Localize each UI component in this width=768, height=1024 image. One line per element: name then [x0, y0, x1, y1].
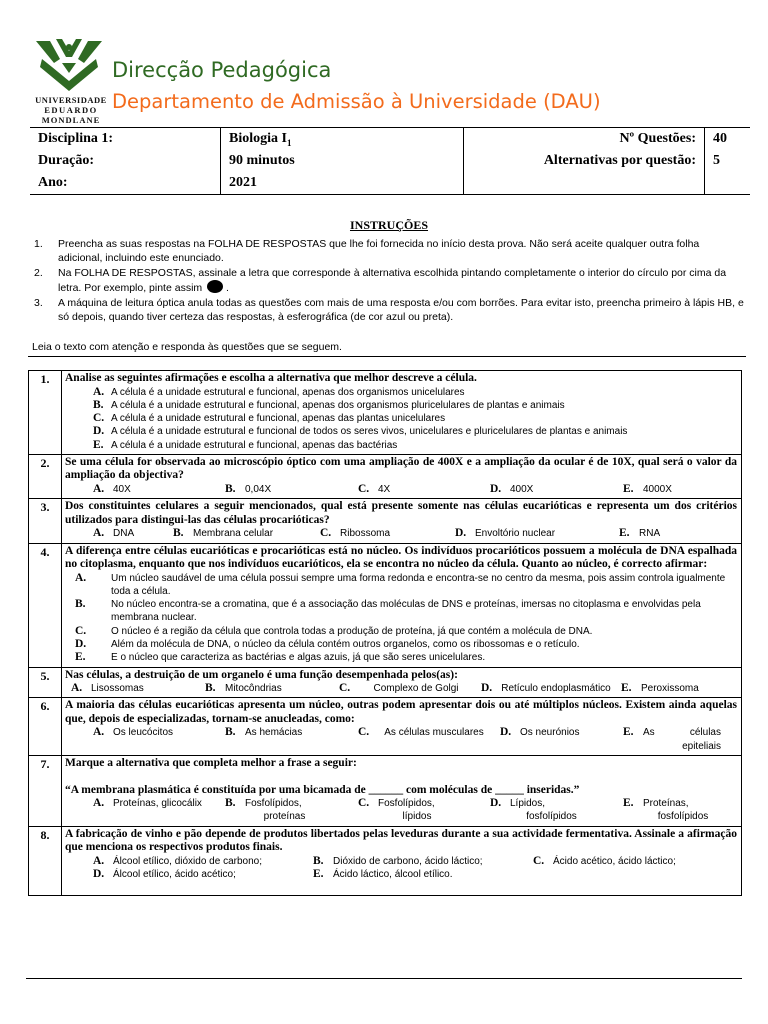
university-name-line: MONDLANE [41, 115, 101, 125]
option-text: Proteínas, glicocálix [113, 798, 202, 810]
options-row [65, 483, 737, 496]
option[interactable] [93, 527, 173, 540]
option-text: Ácido láctico, álcool etílico. [333, 868, 453, 880]
option[interactable] [339, 682, 481, 695]
option-letter: B. [93, 398, 104, 411]
option-text: As hemácias [245, 727, 303, 739]
option[interactable] [65, 412, 737, 425]
option-letter: A. [71, 682, 83, 695]
option-letter: D. [93, 867, 105, 880]
option-text: 0,04X [245, 483, 272, 495]
options-row [65, 797, 737, 824]
option[interactable] [313, 855, 533, 868]
page-subtitle: Departamento de Admissão à Universidade (DAU) [112, 90, 601, 113]
question-stem: Dos constituintes celulares a seguir mencionados, qual está presente somente nas células eucarióticas e representa um dos critérios utilizados para distingui-las das células procarióticas? [65, 500, 737, 526]
spacer [65, 771, 737, 784]
question-stem: Se uma célula for observada ao microscópio óptico com uma ampliação de 400X e a ampliação da ocular é de 10X, qual será o valor da ampliação da objectiva? [65, 455, 737, 482]
option[interactable] [65, 598, 737, 625]
option[interactable] [623, 797, 723, 824]
option-letter: B. [225, 797, 236, 810]
empty-cell [705, 172, 751, 195]
duration-label: Duração: [38, 153, 94, 168]
option[interactable] [490, 797, 623, 824]
instructions-title: INSTRUÇÕES [349, 218, 429, 232]
question-stem: A diferença entre células eucarióticas e procarióticas está no núcleo. Os indivíduos procarióticos possuem a molécula de DNA espalhada no citoplasma, enquanto que nos indivíduos eucarióticos, ela se encontra no núcleo da célula. Quanto ao núcleo, é correcto afirmar: [65, 544, 737, 571]
option-text: Mitocôndrias [225, 683, 282, 695]
option-letter: B. [173, 527, 184, 540]
instruction-text: Na FOLHA DE RESPOSTAS, assinale a letra que corresponde à alternativa escolhida pintando completamente o interior do círculo por cima da letra. Por exemplo, pinte assim [58, 267, 727, 294]
option-letter: E. [623, 726, 634, 739]
year-value: 2021 [221, 172, 464, 195]
option[interactable] [623, 483, 733, 496]
option-text: No núcleo encontra-se a cromatina, que é a associação das moléculas de DNS e proteínas, imersas no citoplasma e envolvidas pela membrana nuclear. [111, 599, 701, 624]
option-text: Os leucócitos [113, 727, 174, 739]
option[interactable] [173, 527, 320, 540]
question-body [62, 499, 742, 543]
option-text: Lisossomas [91, 683, 144, 695]
option[interactable] [71, 682, 205, 695]
question-body [62, 698, 742, 756]
question-number: 2. [29, 454, 62, 498]
option-letter: E. [619, 527, 630, 540]
option[interactable] [358, 726, 500, 753]
university-name [30, 95, 112, 125]
instruction-number: 2. [34, 267, 43, 279]
university-name-line: UNIVERSIDADE [35, 95, 107, 105]
question-row [29, 667, 742, 698]
option-letter: B. [75, 598, 86, 611]
option-letter: B. [313, 854, 324, 867]
question-number: 1. [29, 371, 62, 455]
options-row [65, 855, 737, 868]
option[interactable] [500, 726, 623, 753]
options-row [65, 527, 737, 540]
option-letter: E. [623, 482, 634, 495]
instruction-suffix: . [226, 282, 229, 294]
option-letter: B. [205, 682, 216, 695]
option[interactable] [225, 483, 358, 496]
option-letter: A. [93, 482, 105, 495]
option-text: Álcool etílico, dióxido de carbono; [113, 855, 262, 867]
option-letter: E. [313, 867, 324, 880]
university-name-line: EDUARDO [44, 105, 98, 115]
discipline-value: Biologia $I_1$ [221, 128, 464, 151]
option-letter: A. [93, 527, 105, 540]
question-stem: Marque a alternativa que completa melhor a frase a seguir: [65, 757, 357, 770]
questions-label: Nº Questões: [464, 128, 705, 151]
option-text: A célula é a unidade estrutural e funcional, apenas das bactérias [111, 439, 398, 451]
option[interactable] [481, 682, 611, 695]
university-logo [34, 37, 104, 93]
option-letter: D. [490, 482, 502, 495]
instruction-text-wrap [58, 266, 744, 295]
option[interactable] [65, 399, 737, 412]
option-text: As células musculares [384, 727, 484, 739]
instruction-item [34, 266, 744, 295]
question-number: 6. [29, 698, 62, 756]
footer-divider [26, 978, 742, 979]
questions-table [28, 370, 742, 896]
option[interactable] [533, 855, 733, 868]
option-letter: B. [225, 726, 236, 739]
option-letter: C. [75, 624, 87, 637]
option-text: RNA [639, 528, 661, 540]
option-letter: A. [93, 726, 105, 739]
year-label: Ano: [30, 172, 221, 195]
option-text: Fosfolípidos, lípidos [378, 798, 435, 823]
question-number: 5. [29, 667, 62, 698]
option[interactable] [93, 726, 225, 753]
option-letter: C. [320, 527, 332, 540]
question-stem: A fabricação de vinho e pão depende de produtos libertados pelas leveduras durante a sua actividade fermentativa. Assinale a afirmação que menciona os respectivos produtos finais. [65, 827, 737, 854]
question-stem: Nas células, a destruição de um organelo é uma função desempenhada pelos(as): [65, 668, 458, 681]
question-stem: A maioria das células eucarióticas apresenta um núcleo, outras podem apresentar dois ou até múltiplos núcleos. Existem ainda aquelas que, depois de especializadas, tornam-se anucleadas, como: [65, 699, 737, 725]
filled-bubble-icon [207, 280, 223, 293]
option[interactable] [65, 638, 737, 651]
option-letter: C. [339, 682, 351, 695]
question-body [62, 826, 742, 896]
option[interactable] [619, 527, 719, 540]
instruction-text: A máquina de leitura óptica anula todas as questões com mais de uma resposta e/ou com borrões. Para evitar isto, preencha primeiro à lápis HB, e só depois, quando tiver certeza das respostas, à esferográfica (de cor azul ou preta). [58, 297, 744, 323]
option[interactable] [225, 797, 358, 824]
option[interactable] [65, 572, 737, 599]
question-number: 4. [29, 543, 62, 667]
option[interactable] [225, 726, 358, 753]
option[interactable] [93, 868, 313, 881]
option-text: As células epiteliais [643, 727, 721, 752]
lead-text: Leia o texto com atenção e responda às questões que se seguem. [32, 341, 342, 353]
option-text: 4X [378, 483, 391, 495]
option[interactable] [93, 797, 225, 824]
option-text: E o núcleo que caracteriza as bactérias e algas azuis, já que são seres unicelulares. [111, 652, 486, 664]
instruction-item [34, 296, 744, 324]
option-text: Retículo endoplasmático [501, 683, 611, 695]
option-letter: A. [93, 797, 105, 810]
option-text: DNA [113, 528, 135, 540]
option[interactable] [455, 527, 619, 540]
option-letter: A. [93, 854, 105, 867]
option-letter: D. [93, 425, 105, 438]
alternatives-value: 5 [705, 150, 751, 172]
options-row [65, 726, 737, 753]
question-stem: Analise as seguintes afirmações e escolha a alternativa que melhor descreve a célula. [65, 372, 477, 384]
option-letter: A. [93, 385, 105, 398]
option-text: Um núcleo saudável de uma célula possui sempre uma forma redonda e encontra-se no centro da mesma, pois assim controla igualmente toda a célula. [111, 572, 726, 597]
option-letter: A. [75, 571, 87, 584]
option-text: Envoltório nuclear [475, 528, 556, 540]
option[interactable] [65, 386, 737, 399]
question-body [62, 454, 742, 498]
option-letter: D. [481, 682, 493, 695]
option-text: 40X [113, 483, 131, 495]
option-text: A célula é a unidade estrutural e funcional, apenas das plantas unicelulares [111, 413, 446, 425]
instruction-item [34, 237, 744, 265]
option-letter: E. [93, 438, 104, 451]
option[interactable] [65, 651, 737, 664]
option-text: Dióxido de carbono, ácido láctico; [333, 855, 483, 867]
question-row [29, 826, 742, 896]
option-letter: C. [358, 482, 370, 495]
question-row [29, 499, 742, 543]
option-text: Membrana celular [193, 528, 274, 540]
option-text: Os neurónios [520, 727, 580, 739]
option-text: Ribossoma [340, 528, 391, 540]
empty-cell [464, 172, 705, 195]
question-quote: “A membrana plasmática é constituída por uma bicamada de ______ com moléculas de _____ inseridas.” [65, 783, 580, 796]
option-letter: E. [621, 682, 632, 695]
option[interactable] [623, 726, 721, 753]
option-letter: E. [623, 797, 634, 810]
question-row [29, 756, 742, 827]
questions-value: 40 [705, 128, 751, 151]
option-text: A célula é a unidade estrutural e funcional, apenas dos organismos unicelulares [111, 386, 465, 398]
option-text: Complexo de Golgi [373, 683, 459, 695]
option[interactable] [611, 682, 731, 695]
option[interactable] [320, 527, 455, 540]
question-number: 3. [29, 499, 62, 543]
discipline-label: Disciplina 1: [30, 128, 221, 151]
option-letter: E. [75, 651, 86, 664]
option-text: Proteínas, fosfolípidos [643, 798, 709, 823]
options-row [65, 868, 737, 881]
option-text: 400X [510, 483, 534, 495]
option[interactable] [93, 483, 225, 496]
option[interactable] [490, 483, 623, 496]
option-letter: D. [75, 638, 87, 651]
options-row [65, 682, 737, 695]
option-letter: B. [225, 482, 236, 495]
option-text: Além da molécula de DNA, o núcleo da célula contém outros organelos, como os ribossomas e o retículo. [111, 639, 580, 651]
option[interactable] [65, 625, 737, 638]
option-text: Fosfolípidos, proteínas [245, 798, 306, 823]
question-row [29, 454, 742, 498]
option-text: Ácido acético, ácido láctico; [553, 855, 676, 867]
option[interactable] [313, 868, 533, 881]
page-title: Direcção Pedagógica [112, 58, 332, 82]
option[interactable] [65, 425, 737, 438]
option-letter: C. [358, 726, 370, 739]
option-text: Álcool etílico, ácido acético; [113, 868, 236, 880]
option-letter: C. [358, 797, 370, 810]
question-number: 8. [29, 826, 62, 896]
option[interactable] [93, 855, 313, 868]
question-row [29, 371, 742, 455]
option[interactable] [358, 797, 490, 824]
divider [28, 356, 746, 357]
instruction-text: Preencha as suas respostas na FOLHA DE RESPOSTAS que lhe foi fornecida no início desta prova. Não será aceite qualquer outra folha adicional, incluindo este enunciado. [58, 238, 700, 264]
option[interactable] [205, 682, 339, 695]
option-text: Lípidos, fosfolípidos [510, 798, 577, 823]
option-letter: D. [500, 726, 512, 739]
question-body [62, 371, 742, 455]
option-letter: D. [490, 797, 502, 810]
question-body [62, 667, 742, 698]
option-text: 4000X [643, 483, 672, 495]
instruction-number: 3. [34, 297, 43, 309]
instruction-number: 1. [34, 238, 43, 250]
option[interactable] [358, 483, 490, 496]
question-row [29, 543, 742, 667]
question-row [29, 698, 742, 756]
option-text: O núcleo é a região da célula que controla todas a produção de proteína, já que contém a molécula de DNA. [111, 625, 593, 637]
duration-value: 90 minutos [221, 150, 464, 172]
option-text: Peroxissoma [641, 683, 699, 695]
option-text: A célula é a unidade estrutural e funcional, apenas dos organismos pluricelulares de plantas e animais [111, 399, 565, 411]
option[interactable] [65, 439, 737, 452]
question-body [62, 543, 742, 667]
question-body [62, 756, 742, 827]
option-letter: C. [533, 854, 545, 867]
question-number: 7. [29, 756, 62, 827]
alternatives-label: Alternativas por questão: [464, 150, 705, 172]
option-letter: C. [93, 412, 105, 425]
exam-info-table [30, 127, 750, 195]
option-text: A célula é a unidade estrutural e funcional de todos os seres vivos, unicelulares e pluricelulares de plantas e animais [111, 426, 628, 438]
option-letter: D. [455, 527, 467, 540]
